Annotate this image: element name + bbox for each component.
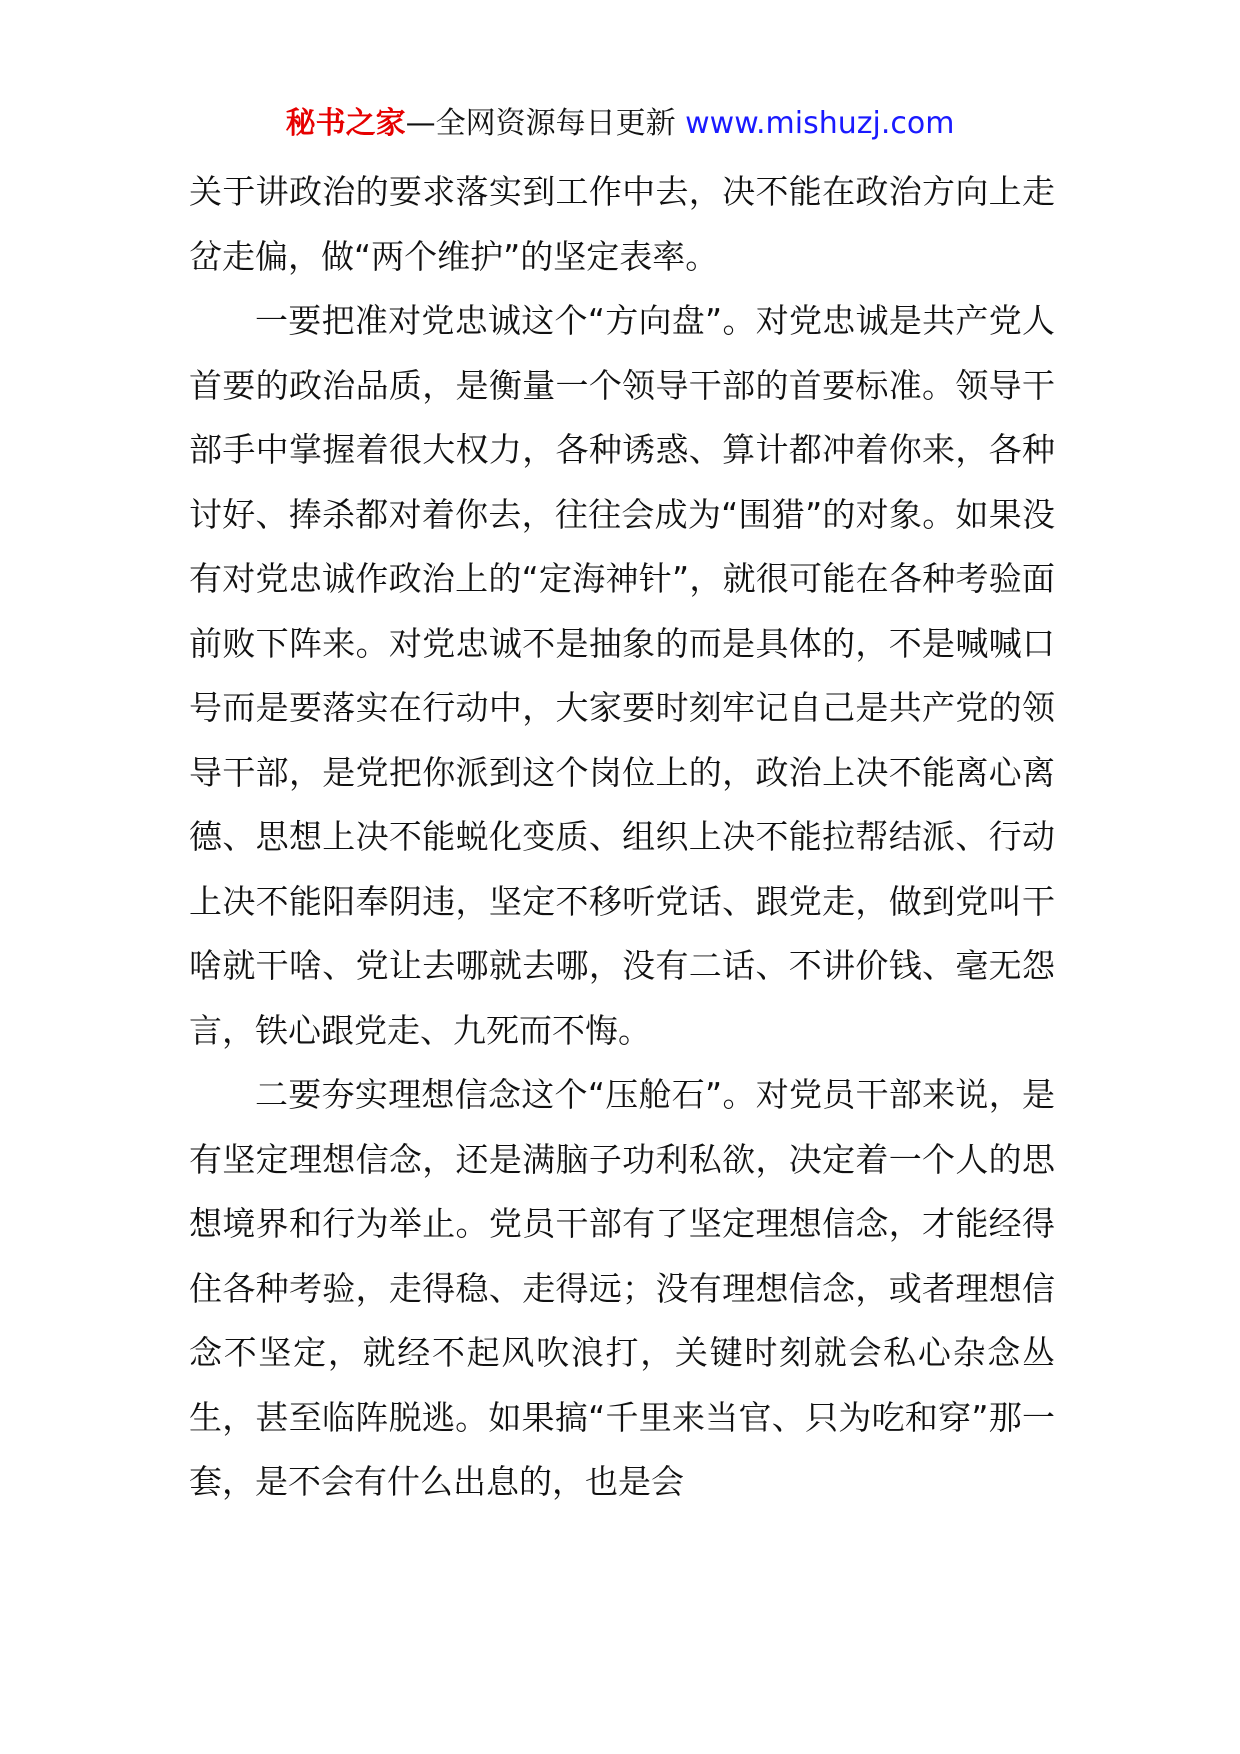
paragraph-loyalty: 一要把准对党忠诚这个“方向盘”。对党忠诚是共产党人首要的政治品质，是衡量一个领导干部的首要标准。领导干部手中掌握着很大权力，各种诱惑、算计都冲着你来，各种讨好、捧杀都对着你去，往往会成为“围猎”的对象。如果没有对党忠诚作政治上的“定海神针”，就很可能在各种考验面前败下阵来。对党忠诚不是抽象的而是具体的，不是喊喊口号而是要落实在行动中，大家要时刻牢记自己是共产党的领导干部，是党把你派到这个岗位上的，政治上决不能离心离德、思想上决不能蜕化变质、组织上决不能拉帮结派、行动上决不能阳奉阴违，坚定不移听党话、跟党走，做到党叫干啥就干啥、党让去哪就去哪，没有二话、不讲价钱、毫无怨言，铁心跟党走、九死而不悔。 [189, 301, 1055, 1050]
header-brand: 秘书之家 [285, 106, 406, 141]
header-url-link[interactable]: www.mishuzj.com [685, 106, 955, 141]
page-header [0, 102, 1240, 146]
paragraph-ideals: 二要夯实理想信念这个“压舱石”。对党员干部来说，是有坚定理想信念，还是满脑子功利私欲，决定着一个人的思想境界和行为举止。党员干部有了坚定理想信念，才能经得住各种考验，走得稳、走得远；没有理想信念，或者理想信念不坚定，就经不起风吹浪打，关键时刻就会私心杂念丛生，甚至临阵脱逃。如果搞“千里来当官、只为吃和穿”那一套，是不会有什么出息的，也是会 [189, 1075, 1055, 1501]
header-slogan: —全网资源每日更新 [405, 106, 686, 141]
document-body [189, 160, 1055, 1515]
paragraph-continuation: 关于讲政治的要求落实到工作中去，决不能在政治方向上走岔走偏，做“两个维护”的坚定表率。 [189, 172, 1055, 276]
